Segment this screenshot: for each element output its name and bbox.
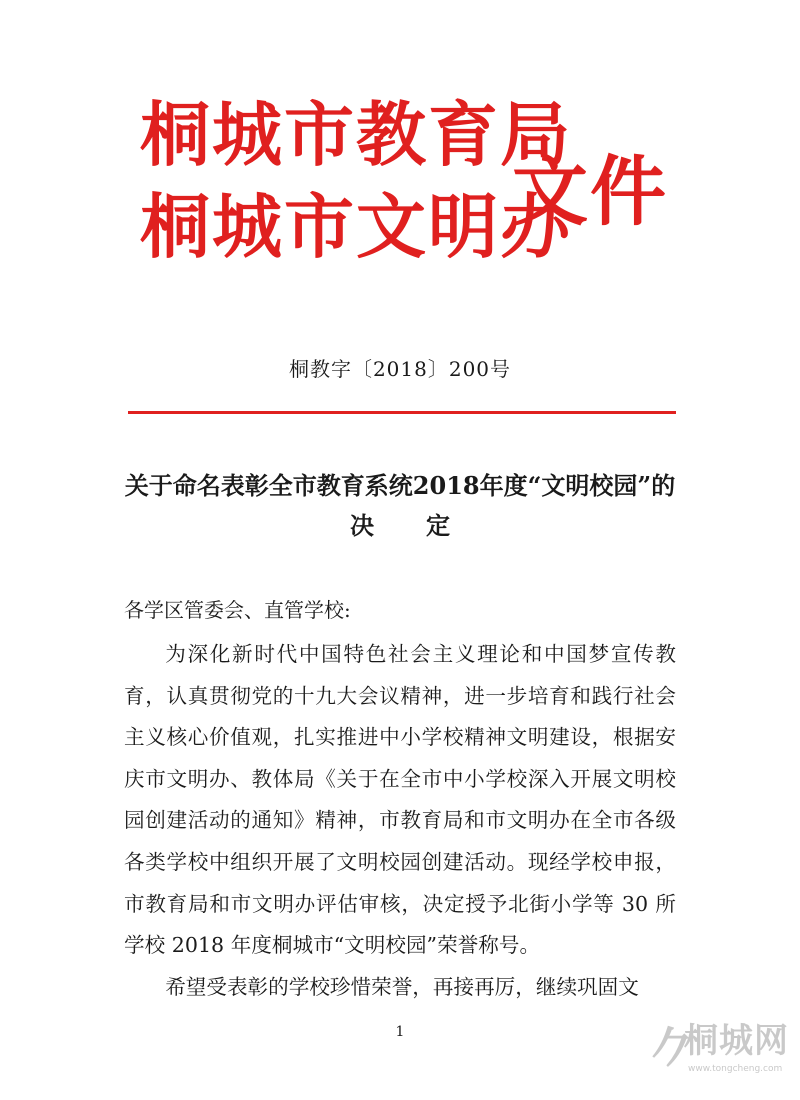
- issuer-block: [140, 93, 572, 268]
- title-line-2: 决定: [350, 511, 502, 540]
- title-line-1: 关于命名表彰全市教育系统2018年度“文明校园”的: [124, 471, 676, 500]
- site-watermark: [648, 1010, 788, 1084]
- body-paragraph-2: 希望受表彰的学校珍惜荣誉，再接再厉，继续巩固文: [165, 974, 639, 999]
- issuer-civilization-office: 桐城市文明办: [140, 185, 572, 268]
- issuer-education-bureau: 桐城市教育局: [140, 93, 572, 176]
- body-text: [124, 634, 676, 1008]
- document-type-label: 文件: [512, 147, 668, 236]
- red-divider-line: [128, 411, 676, 414]
- page-number: 1: [395, 1024, 405, 1040]
- document-title: [0, 466, 800, 546]
- watermark-url: www.tongcheng.com: [688, 1064, 783, 1074]
- salutation: 各学区管委会、直管学校:: [124, 598, 351, 622]
- watermark-logo-text: 桐城网: [684, 1021, 789, 1061]
- watermark-swoosh-icon: 𠂊: [648, 1020, 694, 1074]
- body-paragraph-1: 为深化新时代中国特色社会主义理论和中国梦宣传教育，认真贯彻党的十九大会议精神，进一步培育和践行社会主义核心价值观，扎实推进中小学校精神文明建设，根据安庆市文明办、教体局《关于在全市中小学校深入开展文明校园创建活动的通知》精神，市教育局和市文明办在全市各级各类学校中组织开展了文明校园创建活动。现经学校申报，市教育局和市文明办评估审核，决定授予北街小学等 30 所学校 2018 年度桐城市“文明校园”荣誉称号。: [124, 642, 676, 958]
- document-number: 桐教字〔2018〕200号: [288, 357, 512, 381]
